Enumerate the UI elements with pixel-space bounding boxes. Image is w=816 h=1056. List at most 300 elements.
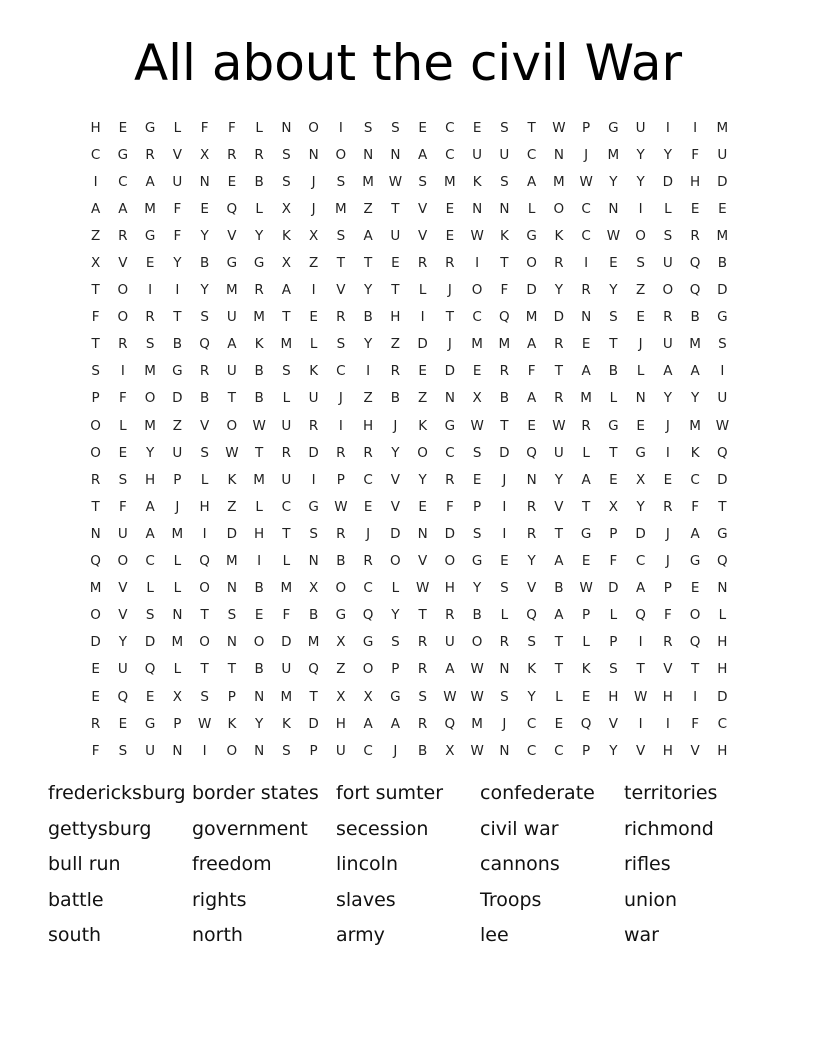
grid-letter: L (636, 363, 645, 380)
grid-letter: I (93, 173, 98, 190)
grid-letter: J (447, 336, 452, 353)
word-list-item: battle (48, 888, 104, 911)
grid-letter: C (445, 444, 455, 461)
grid-letter: K (227, 471, 237, 488)
grid-letter: E (554, 715, 564, 732)
grid-letter: D (444, 525, 456, 542)
grid-letter: I (420, 309, 425, 326)
word-list-item: gettysburg (48, 817, 152, 840)
grid-letter: R (499, 363, 510, 380)
grid-letter: T (91, 336, 100, 353)
grid-letter: I (665, 444, 670, 461)
grid-letter: D (308, 715, 319, 732)
grid-letter: L (555, 688, 563, 705)
word-list-item: war (624, 924, 659, 946)
grid-letter: X (281, 255, 291, 272)
grid-letter: S (718, 336, 727, 353)
grid-letter: E (227, 173, 237, 190)
grid-letter: S (527, 634, 536, 651)
grid-letter: O (253, 634, 265, 651)
grid-letter: G (608, 417, 619, 434)
grid-letter: Q (308, 661, 319, 678)
grid-letter: U (281, 417, 292, 434)
grid-letter: H (199, 498, 210, 515)
grid-letter: U (662, 255, 673, 272)
grid-letter: Y (691, 390, 700, 407)
grid-letter: D (717, 471, 728, 488)
grid-letter: M (226, 282, 238, 299)
grid-letter: R (390, 363, 401, 380)
grid-letter: R (199, 363, 210, 380)
grid-letter: M (716, 227, 729, 244)
word-list-item: rights (192, 888, 247, 911)
grid-letter: R (145, 146, 155, 163)
grid-letter: K (472, 173, 482, 190)
grid-letter: S (363, 119, 373, 136)
grid-letter: Y (636, 173, 645, 190)
grid-letter: B (554, 580, 564, 597)
grid-letter: I (311, 471, 316, 488)
grid-letter: I (202, 525, 207, 542)
grid-letter: E (418, 498, 427, 515)
grid-letter: E (118, 444, 128, 461)
grid-letter: A (690, 363, 700, 380)
grid-letter: O (117, 553, 129, 570)
grid-letter: I (502, 525, 507, 542)
grid-letter: K (281, 227, 291, 244)
grid-letter: W (470, 227, 484, 244)
grid-letter: O (335, 146, 347, 163)
grid-letter: N (608, 200, 619, 217)
grid-letter: L (664, 200, 672, 217)
grid-letter: R (526, 525, 537, 542)
grid-letter: G (253, 255, 265, 272)
grid-letter: P (473, 498, 482, 515)
grid-letter: Q (717, 553, 728, 570)
grid-letter: L (309, 336, 318, 353)
grid-letter: R (581, 282, 591, 299)
grid-letter: G (144, 119, 156, 136)
word-list-item: rifles (624, 853, 671, 875)
grid-letter: V (227, 227, 237, 244)
grid-letter: S (200, 444, 209, 461)
grid-letter: A (527, 390, 537, 407)
grid-letter: R (417, 715, 428, 732)
grid-letter: N (308, 553, 319, 570)
grid-letter: Q (580, 715, 592, 732)
grid-letter: O (144, 390, 156, 407)
grid-letter: J (638, 336, 643, 353)
grid-letter: C (363, 580, 373, 597)
grid-letter: L (282, 390, 291, 407)
grid-letter: J (584, 146, 589, 163)
grid-letter: G (226, 255, 238, 272)
grid-letter: L (200, 471, 209, 488)
grid-letter: U (499, 146, 510, 163)
grid-letter: U (145, 742, 156, 759)
grid-letter: T (91, 498, 100, 515)
grid-letter: M (144, 200, 156, 217)
grid-letter: H (662, 688, 673, 705)
grid-letter: N (444, 390, 455, 407)
grid-letter: B (254, 580, 264, 597)
grid-letter: C (581, 200, 591, 217)
grid-letter: R (554, 255, 564, 272)
grid-letter: H (254, 525, 265, 542)
grid-letter: V (527, 580, 537, 597)
grid-letter: H (335, 715, 346, 732)
grid-letter: H (90, 119, 101, 136)
grid-letter: P (336, 471, 345, 488)
grid-letter: S (609, 661, 618, 678)
grid-letter: L (173, 119, 182, 136)
grid-letter: V (554, 498, 564, 515)
grid-letter: N (581, 309, 592, 326)
grid-letter: L (582, 634, 590, 651)
grid-letter: U (172, 444, 183, 461)
grid-letter: Q (526, 444, 537, 461)
grid-letter: R (90, 715, 101, 732)
grid-letter: C (445, 119, 455, 136)
grid-letter: U (390, 227, 401, 244)
grid-letter: R (363, 444, 373, 461)
grid-letter: S (200, 688, 209, 705)
grid-letter: J (338, 390, 343, 407)
grid-letter: Q (444, 715, 456, 732)
grid-letter: E (609, 471, 618, 488)
grid-letter: S (200, 309, 209, 326)
grid-letter: E (309, 309, 318, 326)
grid-letter: A (363, 715, 373, 732)
grid-letter: M (89, 580, 102, 597)
grid-letter: I (311, 282, 316, 299)
grid-letter: T (173, 309, 182, 326)
grid-letter: N (499, 200, 510, 217)
grid-letter: F (500, 282, 509, 299)
grid-letter: P (227, 688, 236, 705)
grid-letter: R (417, 255, 428, 272)
grid-letter: Y (527, 553, 536, 570)
grid-letter: D (608, 580, 619, 597)
grid-letter: A (145, 498, 155, 515)
grid-letter: Z (309, 255, 319, 272)
letter-grid (82, 114, 736, 764)
grid-letter: T (364, 255, 373, 272)
grid-letter: D (635, 525, 646, 542)
grid-letter: Q (689, 282, 701, 299)
grid-letter: V (172, 146, 182, 163)
grid-letter: A (581, 471, 591, 488)
word-list-item: freedom (192, 853, 272, 875)
grid-letter: J (665, 525, 670, 542)
grid-letter: N (199, 173, 210, 190)
grid-letter: Y (391, 444, 400, 461)
grid-letter: M (171, 525, 184, 542)
grid-letter: Y (609, 282, 618, 299)
grid-letter: Q (526, 607, 537, 624)
grid-letter: Q (689, 634, 701, 651)
grid-letter: B (499, 390, 509, 407)
grid-letter: S (282, 173, 291, 190)
grid-letter: S (336, 173, 346, 190)
grid-letter: A (527, 336, 537, 353)
grid-letter: O (226, 417, 238, 434)
grid-letter: N (553, 146, 564, 163)
grid-letter: R (336, 444, 346, 461)
grid-letter: M (689, 336, 701, 353)
grid-letter: Y (391, 607, 400, 624)
grid-letter: F (227, 119, 236, 136)
grid-letter: G (172, 363, 183, 380)
grid-letter: R (145, 309, 155, 326)
grid-letter: V (636, 742, 646, 759)
grid-letter: O (90, 444, 101, 461)
grid-letter: W (552, 417, 566, 434)
grid-letter: O (335, 580, 347, 597)
grid-letter: R (499, 634, 510, 651)
grid-letter: M (144, 363, 156, 380)
grid-letter: G (526, 227, 537, 244)
grid-letter: N (472, 200, 483, 217)
grid-letter: X (636, 471, 646, 488)
grid-letter: T (391, 200, 400, 217)
grid-letter: C (363, 471, 373, 488)
grid-letter: W (388, 173, 403, 190)
grid-letter: S (391, 634, 400, 651)
grid-letter: D (417, 336, 428, 353)
grid-letter: W (470, 661, 484, 678)
grid-letter: S (282, 742, 291, 759)
grid-letter: B (472, 607, 482, 624)
grid-letter: X (472, 390, 482, 407)
grid-letter: I (257, 553, 262, 570)
grid-letter: T (200, 661, 209, 678)
grid-letter: O (444, 553, 456, 570)
grid-letter: N (254, 688, 265, 705)
grid-letter: D (499, 444, 510, 461)
grid-letter: W (225, 444, 239, 461)
grid-letter: S (500, 688, 509, 705)
grid-letter: T (445, 309, 454, 326)
grid-letter: G (444, 417, 456, 434)
word-list-item: slaves (336, 888, 396, 911)
grid-letter: W (715, 417, 730, 434)
grid-letter: T (527, 119, 536, 136)
word-list-item: cannons (480, 853, 560, 875)
grid-letter: H (608, 688, 619, 705)
grid-letter: K (499, 227, 509, 244)
grid-letter: N (499, 742, 510, 759)
grid-letter: J (393, 417, 398, 434)
grid-letter: B (690, 309, 700, 326)
grid-letter: V (418, 227, 428, 244)
grid-letter: U (717, 146, 728, 163)
grid-letter: C (526, 715, 537, 732)
grid-letter: I (502, 498, 507, 515)
grid-letter: G (635, 444, 646, 461)
grid-letter: E (118, 119, 128, 136)
grid-letter: S (91, 363, 100, 380)
grid-letter: I (148, 282, 153, 299)
grid-letter: Y (255, 227, 264, 244)
grid-letter: M (280, 336, 293, 353)
grid-letter: E (445, 227, 455, 244)
grid-letter: M (716, 119, 729, 136)
grid-letter: E (718, 200, 727, 217)
grid-letter: Y (554, 471, 563, 488)
grid-letter: S (145, 607, 155, 624)
grid-letter: O (362, 661, 374, 678)
grid-letter: Q (226, 200, 238, 217)
grid-letter: J (502, 715, 507, 732)
grid-letter: Z (390, 336, 400, 353)
grid-letter: O (90, 417, 101, 434)
grid-letter: M (280, 580, 293, 597)
grid-letter: P (173, 715, 182, 732)
grid-letter: D (444, 363, 456, 380)
grid-letter: R (336, 309, 346, 326)
grid-letter: Y (609, 173, 618, 190)
grid-letter: K (227, 715, 237, 732)
grid-letter: Q (199, 553, 210, 570)
grid-letter: R (554, 390, 564, 407)
grid-letter: X (445, 742, 455, 759)
grid-letter: D (526, 282, 537, 299)
grid-letter: M (444, 173, 456, 190)
grid-letter: S (500, 580, 509, 597)
grid-letter: N (254, 742, 265, 759)
grid-letter: S (227, 607, 237, 624)
grid-letter: Y (473, 580, 482, 597)
grid-letter: X (608, 498, 618, 515)
grid-letter: L (255, 119, 263, 136)
grid-letter: S (663, 227, 673, 244)
grid-letter: N (499, 661, 510, 678)
grid-letter: C (635, 553, 646, 570)
grid-letter: A (418, 146, 428, 163)
grid-letter: L (582, 444, 590, 461)
word-list-item: north (192, 924, 243, 946)
grid-letter: D (390, 525, 401, 542)
grid-letter: Y (527, 688, 536, 705)
grid-letter: C (526, 742, 537, 759)
grid-letter: G (144, 227, 156, 244)
grid-letter: A (663, 363, 673, 380)
grid-letter: W (415, 580, 430, 597)
grid-letter: E (636, 309, 645, 326)
grid-letter: X (172, 688, 182, 705)
grid-letter: S (282, 146, 291, 163)
grid-letter: L (609, 390, 618, 407)
grid-letter: B (363, 309, 373, 326)
grid-letter: X (281, 200, 291, 217)
grid-letter: A (581, 363, 591, 380)
grid-letter: S (282, 363, 291, 380)
grid-letter: Q (362, 607, 374, 624)
grid-letter: B (254, 390, 264, 407)
grid-letter: G (117, 146, 129, 163)
grid-letter: S (472, 444, 482, 461)
grid-letter: Z (91, 227, 101, 244)
grid-letter: X (336, 634, 346, 651)
grid-letter: S (418, 173, 427, 190)
grid-letter: B (308, 607, 319, 624)
grid-letter: K (254, 336, 264, 353)
grid-letter: E (418, 363, 427, 380)
grid-letter: P (582, 742, 591, 759)
word-list-item: bull run (48, 853, 121, 875)
grid-letter: W (606, 227, 621, 244)
grid-letter: S (500, 119, 509, 136)
grid-letter: R (417, 661, 428, 678)
grid-letter: M (307, 634, 320, 651)
grid-letter: R (363, 553, 373, 570)
grid-letter: E (254, 607, 264, 624)
grid-letter: E (663, 471, 673, 488)
grid-letter: J (665, 553, 670, 570)
grid-letter: N (172, 607, 183, 624)
grid-letter: F (691, 498, 699, 515)
grid-letter: U (117, 525, 128, 542)
grid-letter: A (145, 173, 155, 190)
grid-letter: N (717, 580, 728, 597)
grid-letter: E (145, 255, 155, 272)
grid-letter: Y (418, 471, 427, 488)
grid-letter: F (91, 742, 100, 759)
grid-letter: H (363, 417, 374, 434)
grid-letter: Z (418, 390, 428, 407)
grid-letter: Q (499, 309, 510, 326)
grid-letter: K (418, 417, 428, 434)
word-list-item: border states (192, 782, 319, 804)
grid-letter: E (91, 688, 100, 705)
grid-letter: M (525, 309, 538, 326)
word-list-item: lincoln (336, 853, 398, 875)
grid-letter: H (662, 742, 673, 759)
grid-letter: I (202, 742, 207, 759)
grid-letter: Q (689, 255, 701, 272)
word-list-item: army (336, 924, 385, 946)
grid-letter: M (580, 390, 592, 407)
word-list-item: fort sumter (336, 782, 444, 804)
grid-letter: B (172, 336, 182, 353)
grid-letter: X (309, 580, 319, 597)
grid-letter: U (281, 661, 292, 678)
grid-letter: R (663, 634, 673, 651)
grid-letter: U (444, 634, 455, 651)
grid-letter: C (690, 471, 700, 488)
grid-letter: M (498, 336, 511, 353)
grid-letter: L (255, 200, 263, 217)
grid-letter: T (418, 607, 427, 624)
grid-letter: R (118, 336, 128, 353)
grid-letter: Y (364, 282, 373, 299)
grid-letter: X (91, 255, 101, 272)
grid-letter: T (554, 634, 563, 651)
grid-letter: P (391, 661, 400, 678)
grid-letter: F (691, 715, 699, 732)
grid-letter: T (554, 525, 563, 542)
grid-letter: G (608, 119, 619, 136)
grid-letter: D (281, 634, 292, 651)
grid-letter: E (418, 119, 427, 136)
grid-letter: N (226, 634, 237, 651)
grid-letter: S (418, 688, 427, 705)
grid-letter: O (199, 634, 210, 651)
grid-letter: L (173, 580, 182, 597)
grid-letter: O (635, 227, 646, 244)
grid-letter: D (308, 444, 319, 461)
